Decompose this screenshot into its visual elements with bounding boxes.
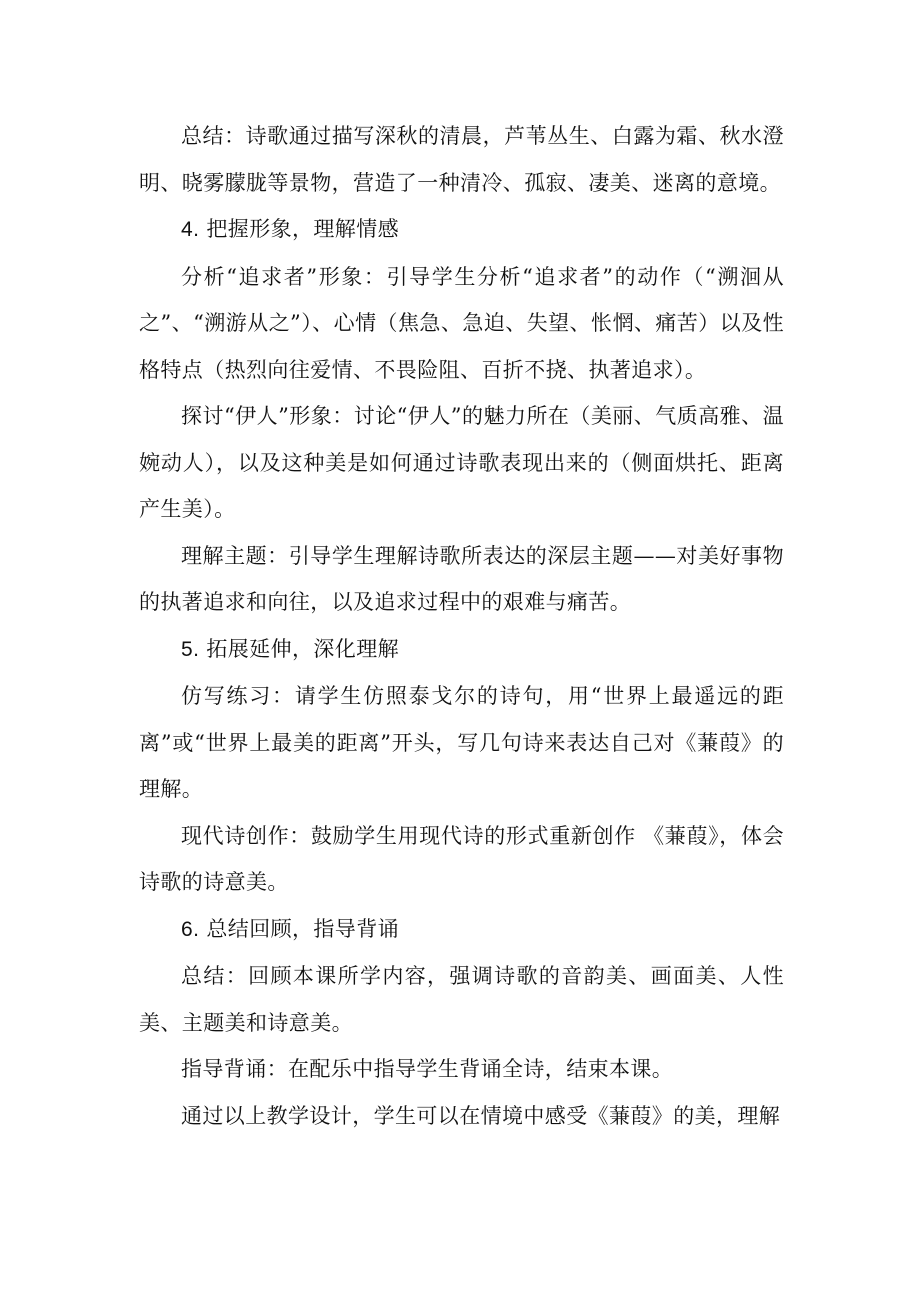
document-body (139, 113, 784, 1139)
discussion-paragraph (139, 393, 784, 533)
paragraph-text: 回顾本课所学内容，强调诗歌的音韵美、画面美、人性美、主题美和诗意美。 (139, 964, 784, 1035)
section-title: 总结回顾，指导背诵 (206, 916, 400, 941)
section-heading-5 (139, 626, 784, 674)
conclusion-paragraph (139, 1093, 784, 1140)
section-number: 6. (181, 917, 200, 941)
paragraph-lead: 分析“追求者”形象： (181, 264, 387, 289)
summary-paragraph (139, 113, 784, 206)
paragraph-text: 鼓励学生用现代诗的形式重新创作 《蒹葭》，体会诗歌的诗意美。 (139, 823, 784, 894)
paragraph-text: 在配乐中指导学生背诵全诗，结束本课。 (288, 1057, 674, 1081)
paragraph-text: 请学生仿照泰戈尔的诗句，用“世界上最遥远的距离”或“世界上最美的距离”开头，写几句诗来表达自己对《蒹葭》的理解。 (139, 684, 784, 801)
imitation-paragraph (139, 673, 784, 813)
section-title: 拓展延伸，深化理解 (206, 636, 400, 661)
paragraph-lead: 总结： (181, 964, 249, 988)
analysis-paragraph (139, 254, 784, 394)
paragraph-lead: 探讨“伊人”形象： (181, 404, 354, 428)
paragraph-lead: 指导背诵： (181, 1057, 288, 1081)
section-title: 把握形象，理解情感 (206, 217, 400, 241)
paragraph-lead: 仿写练习： (181, 684, 295, 708)
paragraph-text: 通过以上教学设计，学生可以在情境中感受《蒹葭》的美，理解 (181, 1103, 781, 1128)
paragraph-text: 引导学生理解诗歌所表达的深层主题——对美好事物的执著追求和向往，以及追求过程中的艰难与痛苦。 (139, 543, 784, 614)
section-heading-4 (139, 206, 784, 254)
section-heading-6 (139, 906, 784, 954)
section-number: 5. (181, 637, 200, 661)
theme-paragraph (139, 533, 784, 626)
recitation-paragraph (139, 1046, 784, 1093)
paragraph-lead: 理解主题： (181, 543, 289, 568)
paragraph-lead: 总结： (181, 124, 246, 148)
section-number: 4. (181, 218, 200, 241)
review-paragraph (139, 953, 784, 1046)
modern-poem-paragraph (139, 813, 784, 906)
paragraph-text: 讨论“伊人”的魅力所在（美丽、气质高雅、温婉动人），以及这种美是如何通过诗歌表现出来的（侧面烘托、距离产生美）。 (139, 404, 785, 521)
paragraph-text: 引导学生分析“追求者”的动作（“溯洄从之”、“溯游从之”）、心情（焦急、急迫、失望、怅惘、痛苦）以及性格特点（热烈向往爱情、不畏险阻、百折不挠、执著追求）。 (139, 264, 784, 382)
paragraph-lead: 现代诗创作： (181, 823, 311, 848)
paragraph-text: 诗歌通过描写深秋的清晨，芦苇丛生、白露为霜、秋水澄明、晓雾朦胧等景物，营造了一种清冷、孤寂、凄美、迷离的意境。 (139, 124, 784, 195)
